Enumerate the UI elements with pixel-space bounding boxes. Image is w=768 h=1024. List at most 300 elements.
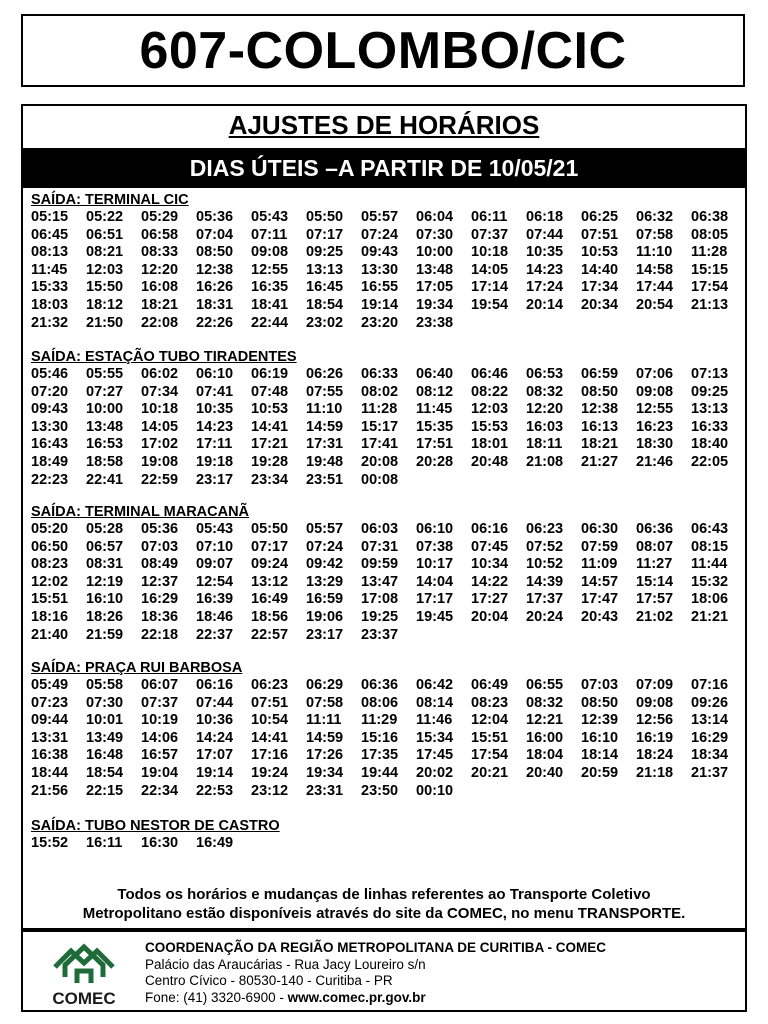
- departure-time: 16:08: [141, 279, 179, 296]
- contact-box: [21, 930, 747, 1012]
- departure-time: 10:35: [196, 401, 234, 418]
- departure-time: 14:06: [141, 729, 179, 746]
- departure-time: 11:44: [691, 556, 728, 573]
- departure-time: 08:06: [361, 694, 399, 711]
- section-tubo-nestor-de-castro: [31, 818, 743, 853]
- departure-time: 20:54: [636, 296, 674, 313]
- departure-time: 10:35: [526, 244, 564, 261]
- departure-time: 15:17: [361, 418, 399, 435]
- departure-time: 06:50: [31, 538, 69, 555]
- departure-time: 17:07: [196, 747, 234, 764]
- departure-time: 18:44: [31, 764, 69, 781]
- departure-time: 09:59: [361, 556, 399, 573]
- schedule-subtitle: AJUSTES DE HORÁRIOS: [228, 110, 540, 140]
- departure-time: 05:43: [251, 209, 289, 225]
- section-title: SAÍDA: TERMINAL MARACANÃ: [31, 504, 250, 520]
- departure-time: 08:05: [691, 226, 729, 243]
- departure-time: 06:36: [361, 677, 399, 693]
- departure-time: 15:14: [636, 573, 674, 590]
- departure-time: 12:21: [526, 712, 564, 729]
- departure-time: 23:51: [306, 471, 344, 488]
- departure-time: 11:46: [416, 712, 453, 729]
- departure-time: 16:10: [86, 591, 124, 608]
- departure-time: 18:26: [86, 608, 124, 625]
- departure-time: 10:01: [86, 712, 124, 729]
- departure-time: 10:54: [251, 712, 289, 729]
- departure-time: 16:48: [86, 747, 124, 764]
- times-grid: [31, 677, 743, 800]
- departure-time: 05:46: [31, 366, 69, 382]
- section-tubo-tiradentes: [31, 349, 743, 489]
- departure-time: 08:22: [471, 383, 509, 400]
- departure-time: 12:19: [86, 573, 124, 590]
- departure-time: 20:40: [526, 764, 564, 781]
- departure-time: 05:50: [251, 521, 289, 537]
- departure-time: 19:28: [251, 453, 289, 470]
- departure-time: 08:50: [581, 383, 619, 400]
- departure-time: 06:02: [141, 366, 179, 382]
- departure-time: 18:21: [141, 296, 179, 313]
- departure-time: 19:06: [306, 608, 344, 625]
- departure-time: 09:42: [306, 556, 344, 573]
- departure-time: 18:31: [196, 296, 234, 313]
- page-title: 607-COLOMBO/CIC: [139, 21, 627, 80]
- departure-time: 21:32: [31, 314, 69, 331]
- departure-time: 17:05: [416, 279, 454, 296]
- departure-time: 20:24: [526, 608, 564, 625]
- departure-time: 08:02: [361, 383, 399, 400]
- departure-time: 06:32: [636, 209, 674, 225]
- times-grid: [31, 521, 743, 644]
- departure-time: 08:49: [141, 556, 179, 573]
- departure-time: 06:38: [691, 209, 729, 225]
- departure-time: 23:34: [251, 471, 289, 488]
- departure-time: 06:55: [526, 677, 564, 693]
- departure-time: 16:43: [31, 436, 69, 453]
- departure-time: 18:11: [526, 436, 563, 453]
- section-praca-rui-barbosa: [31, 660, 743, 800]
- times-grid: [31, 209, 743, 332]
- departure-time: 00:08: [361, 471, 399, 488]
- departure-time: 09:25: [306, 244, 344, 261]
- departure-time: 16:49: [196, 835, 234, 851]
- departure-time: 06:23: [526, 521, 564, 537]
- departure-time: 14:23: [196, 418, 234, 435]
- section-terminal-cic: [31, 192, 743, 332]
- departure-time: 06:03: [361, 521, 399, 537]
- departure-time: 18:49: [31, 453, 69, 470]
- departure-time: 06:18: [526, 209, 564, 225]
- departure-time: 12:03: [86, 261, 124, 278]
- departure-time: 07:37: [141, 694, 179, 711]
- departure-time: 22:59: [141, 471, 179, 488]
- departure-time: 07:09: [636, 677, 674, 693]
- departure-time: 07:55: [306, 383, 344, 400]
- contact-info: [145, 940, 606, 1006]
- departure-time: 09:08: [636, 383, 674, 400]
- departure-time: 12:02: [31, 573, 69, 590]
- departure-time: 07:52: [526, 538, 564, 555]
- departure-time: 17:51: [416, 436, 454, 453]
- departure-time: 13:48: [86, 418, 124, 435]
- departure-time: 15:51: [31, 591, 69, 608]
- departure-time: 18:06: [691, 591, 729, 608]
- departure-time: 10:00: [86, 401, 124, 418]
- departure-time: 06:23: [251, 677, 289, 693]
- departure-time: 19:48: [306, 453, 344, 470]
- departure-time: 17:57: [636, 591, 674, 608]
- departure-time: 23:17: [196, 471, 234, 488]
- departure-time: 17:02: [141, 436, 179, 453]
- departure-time: 07:27: [86, 383, 124, 400]
- departure-time: 08:23: [471, 694, 509, 711]
- departure-time: 14:57: [581, 573, 619, 590]
- departure-time: 22:15: [86, 782, 124, 799]
- departure-time: 18:24: [636, 747, 674, 764]
- departure-time: 21:37: [691, 764, 729, 781]
- departure-time: 07:34: [141, 383, 179, 400]
- departure-time: 23:38: [416, 314, 454, 331]
- departure-time: 17:35: [361, 747, 399, 764]
- departure-time: 18:46: [196, 608, 234, 625]
- departure-time: 17:16: [251, 747, 289, 764]
- departure-time: 17:17: [416, 591, 454, 608]
- departure-time: 14:22: [471, 573, 509, 590]
- departure-time: 16:55: [361, 279, 399, 296]
- departure-time: 20:34: [581, 296, 619, 313]
- departure-time: 05:29: [141, 209, 179, 225]
- departure-time: 12:56: [636, 712, 674, 729]
- departure-time: 12:04: [471, 712, 509, 729]
- departure-time: 08:21: [86, 244, 124, 261]
- departure-time: 18:12: [86, 296, 124, 313]
- departure-time: 13:13: [306, 261, 344, 278]
- departure-time: 12:39: [581, 712, 619, 729]
- departure-time: 20:14: [526, 296, 564, 313]
- section-title: SAÍDA: PRAÇA RUI BARBOSA: [31, 660, 243, 676]
- departure-time: 09:26: [691, 694, 729, 711]
- departure-time: 22:41: [86, 471, 124, 488]
- departure-time: 13:12: [251, 573, 289, 590]
- departure-time: 07:24: [306, 538, 344, 555]
- departure-time: 07:04: [196, 226, 234, 243]
- departure-time: 18:04: [526, 747, 564, 764]
- departure-time: 00:10: [416, 782, 454, 799]
- departure-time: 07:51: [251, 694, 289, 711]
- departure-time: 12:38: [581, 401, 619, 418]
- departure-time: 18:16: [31, 608, 69, 625]
- departure-time: 13:49: [86, 729, 124, 746]
- departure-time: 22:57: [251, 626, 289, 643]
- departure-time: 16:30: [141, 835, 179, 851]
- departure-time: 06:19: [251, 366, 289, 382]
- departure-time: 06:43: [691, 521, 729, 537]
- departure-time: 19:04: [141, 764, 179, 781]
- departure-time: 19:34: [416, 296, 454, 313]
- departure-time: 13:47: [361, 573, 399, 590]
- departure-time: 16:38: [31, 747, 69, 764]
- departure-time: 06:57: [86, 538, 124, 555]
- departure-time: 06:33: [361, 366, 399, 382]
- departure-time: 10:53: [581, 244, 619, 261]
- departure-time: 17:08: [361, 591, 399, 608]
- departure-time: 23:12: [251, 782, 289, 799]
- departure-time: 12:38: [196, 261, 234, 278]
- departure-time: 07:11: [251, 226, 288, 243]
- departure-time: 14:58: [636, 261, 674, 278]
- departure-time: 16:29: [691, 729, 729, 746]
- departure-time: 07:03: [141, 538, 179, 555]
- departure-time: 14:24: [196, 729, 234, 746]
- departure-time: 06:10: [196, 366, 234, 382]
- departure-time: 17:24: [526, 279, 564, 296]
- departure-time: 07:17: [306, 226, 344, 243]
- departure-time: 09:08: [636, 694, 674, 711]
- departure-time: 06:26: [306, 366, 344, 382]
- departure-time: 17:47: [581, 591, 619, 608]
- departure-time: 13:14: [691, 712, 729, 729]
- departure-time: 08:15: [691, 538, 729, 555]
- departure-time: 22:18: [141, 626, 179, 643]
- departure-time: 17:11: [196, 436, 233, 453]
- departure-time: 16:23: [636, 418, 674, 435]
- section-title: SAÍDA: TERMINAL CIC: [31, 192, 189, 208]
- departure-time: 07:37: [471, 226, 509, 243]
- contact-address2: Centro Cívico - 80530-140 - Curitiba - PR: [145, 973, 393, 988]
- departure-time: 20:21: [471, 764, 509, 781]
- departure-time: 14:05: [141, 418, 179, 435]
- departure-time: 17:44: [636, 279, 674, 296]
- departure-time: 07:59: [581, 538, 619, 555]
- departure-time: 18:41: [251, 296, 289, 313]
- departure-time: 22:34: [141, 782, 179, 799]
- departure-time: 06:51: [86, 226, 124, 243]
- departure-time: 19:34: [306, 764, 344, 781]
- departure-time: 22:05: [691, 453, 729, 470]
- departure-time: 05:55: [86, 366, 124, 382]
- departure-time: 08:32: [526, 383, 564, 400]
- departure-time: 21:27: [581, 453, 619, 470]
- departure-time: 07:44: [526, 226, 564, 243]
- departure-time: 16:59: [306, 591, 344, 608]
- departure-time: 15:33: [31, 279, 69, 296]
- departure-time: 06:16: [196, 677, 234, 693]
- departure-time: 16:19: [636, 729, 674, 746]
- departure-time: 07:44: [196, 694, 234, 711]
- departure-time: 17:54: [471, 747, 509, 764]
- departure-time: 05:15: [31, 209, 69, 225]
- departure-time: 12:37: [141, 573, 179, 590]
- departure-time: 17:54: [691, 279, 729, 296]
- departure-time: 13:13: [691, 401, 729, 418]
- departure-time: 12:03: [471, 401, 509, 418]
- departure-time: 19:25: [361, 608, 399, 625]
- departure-time: 11:28: [691, 244, 728, 261]
- departure-time: 22:26: [196, 314, 234, 331]
- departure-time: 06:53: [526, 366, 564, 382]
- departure-time: 20:08: [361, 453, 399, 470]
- departure-time: 14:41: [251, 729, 289, 746]
- departure-time: 06:46: [471, 366, 509, 382]
- departure-time: 06:42: [416, 677, 454, 693]
- departure-time: 07:06: [636, 366, 674, 382]
- departure-time: 08:33: [141, 244, 179, 261]
- departure-time: 06:40: [416, 366, 454, 382]
- departure-time: 10:18: [141, 401, 179, 418]
- departure-time: 06:36: [636, 521, 674, 537]
- departure-time: 21:56: [31, 782, 69, 799]
- departure-time: 11:29: [361, 712, 398, 729]
- departure-time: 11:27: [636, 556, 673, 573]
- times-grid: [31, 835, 743, 853]
- comec-logo-icon: [47, 937, 121, 989]
- departure-time: 16:39: [196, 591, 234, 608]
- departure-time: 17:37: [526, 591, 564, 608]
- footer-note-line2: Metropolitano estão disponíveis através do site da COMEC, no menu TRANSPORTE.: [82, 905, 686, 922]
- departure-time: 19:14: [361, 296, 399, 313]
- departure-time: 16:29: [141, 591, 179, 608]
- departure-time: 19:18: [196, 453, 234, 470]
- departure-time: 13:29: [306, 573, 344, 590]
- departure-time: 16:49: [251, 591, 289, 608]
- departure-time: 14:04: [416, 573, 454, 590]
- departure-time: 11:10: [636, 244, 673, 261]
- departure-time: 11:45: [31, 261, 68, 278]
- departure-time: 07:58: [636, 226, 674, 243]
- departure-time: 15:32: [691, 573, 729, 590]
- departure-time: 07:51: [581, 226, 619, 243]
- departure-time: 16:13: [581, 418, 619, 435]
- section-title: SAÍDA: ESTAÇÃO TUBO TIRADENTES: [31, 349, 297, 365]
- departure-time: 08:23: [31, 556, 69, 573]
- departure-time: 14:59: [306, 418, 344, 435]
- departure-time: 14:59: [306, 729, 344, 746]
- comec-logo-text: COMEC: [52, 989, 116, 1008]
- departure-time: 17:21: [251, 436, 289, 453]
- departure-time: 16:26: [196, 279, 234, 296]
- departure-time: 21:40: [31, 626, 69, 643]
- departure-time: 20:28: [416, 453, 454, 470]
- departure-time: 05:43: [196, 521, 234, 537]
- departure-time: 23:50: [361, 782, 399, 799]
- departure-time: 23:02: [306, 314, 344, 331]
- departure-time: 18:36: [141, 608, 179, 625]
- departure-time: 08:32: [526, 694, 564, 711]
- departure-time: 20:04: [471, 608, 509, 625]
- departure-time: 16:10: [581, 729, 619, 746]
- departure-time: 15:52: [31, 835, 69, 851]
- departure-time: 08:14: [416, 694, 454, 711]
- departure-time: 20:59: [581, 764, 619, 781]
- contact-website[interactable]: www.comec.pr.gov.br: [287, 989, 426, 1005]
- departure-time: 11:10: [306, 401, 343, 418]
- departure-time: 19:44: [361, 764, 399, 781]
- departure-time: 22:37: [196, 626, 234, 643]
- departure-time: 10:53: [251, 401, 289, 418]
- departure-time: 22:44: [251, 314, 289, 331]
- departure-time: 05:22: [86, 209, 124, 225]
- departure-time: 07:16: [691, 677, 729, 693]
- departure-time: 12:20: [141, 261, 179, 278]
- departure-time: 05:50: [306, 209, 344, 225]
- departure-time: 17:27: [471, 591, 509, 608]
- departure-time: 18:14: [581, 747, 619, 764]
- departure-time: 15:50: [86, 279, 124, 296]
- schedule-box: [21, 104, 747, 930]
- departure-time: 14:41: [251, 418, 289, 435]
- title-box: [21, 14, 745, 87]
- departure-time: 21:08: [526, 453, 564, 470]
- departure-time: 07:10: [196, 538, 234, 555]
- departure-time: 06:30: [581, 521, 619, 537]
- departure-time: 07:41: [196, 383, 234, 400]
- departure-time: 13:31: [31, 729, 69, 746]
- departure-time: 11:09: [581, 556, 618, 573]
- departure-time: 07:17: [251, 538, 289, 555]
- departure-time: 17:14: [471, 279, 509, 296]
- departure-time: 05:36: [196, 209, 234, 225]
- departure-time: 17:41: [361, 436, 399, 453]
- departure-time: 10:19: [141, 712, 179, 729]
- departure-time: 21:02: [636, 608, 674, 625]
- departure-time: 06:11: [471, 209, 508, 225]
- departure-time: 18:54: [86, 764, 124, 781]
- departure-time: 07:30: [86, 694, 124, 711]
- departure-time: 13:48: [416, 261, 454, 278]
- departure-time: 06:10: [416, 521, 454, 537]
- departure-time: 08:07: [636, 538, 674, 555]
- times-grid: [31, 366, 743, 489]
- departure-time: 07:20: [31, 383, 69, 400]
- departure-time: 15:16: [361, 729, 399, 746]
- departure-time: 06:59: [581, 366, 619, 382]
- departure-time: 23:31: [306, 782, 344, 799]
- departure-time: 06:16: [471, 521, 509, 537]
- departure-time: 05:58: [86, 677, 124, 693]
- departure-time: 05:49: [31, 677, 69, 693]
- departure-time: 12:55: [636, 401, 674, 418]
- contact-address1: Palácio das Araucárias - Rua Jacy Loureiro s/n: [145, 956, 426, 972]
- departure-time: 06:58: [141, 226, 179, 243]
- departure-time: 05:36: [141, 521, 179, 537]
- departure-time: 08:13: [31, 244, 69, 261]
- departure-time: 16:57: [141, 747, 179, 764]
- departure-time: 11:28: [361, 401, 398, 418]
- departure-time: 16:45: [306, 279, 344, 296]
- footer-note: [23, 885, 745, 923]
- departure-time: 17:45: [416, 747, 454, 764]
- departure-time: 08:50: [581, 694, 619, 711]
- departure-time: 09:44: [31, 712, 69, 729]
- departure-time: 18:21: [581, 436, 619, 453]
- departure-time: 10:34: [471, 556, 509, 573]
- departure-time: 08:50: [196, 244, 234, 261]
- departure-time: 12:20: [526, 401, 564, 418]
- footer-note-line1: Todos os horários e mudanças de linhas referentes ao Transporte Coletivo: [117, 886, 651, 903]
- departure-time: 06:29: [306, 677, 344, 693]
- departure-time: 15:15: [691, 261, 729, 278]
- departure-time: 14:39: [526, 573, 564, 590]
- departure-time: 08:31: [86, 556, 124, 573]
- departure-time: 07:30: [416, 226, 454, 243]
- departure-time: 16:35: [251, 279, 289, 296]
- departure-time: 23:17: [306, 626, 344, 643]
- departure-time: 09:25: [691, 383, 729, 400]
- departure-time: 23:20: [361, 314, 399, 331]
- departure-time: 07:58: [306, 694, 344, 711]
- departure-time: 05:57: [361, 209, 399, 225]
- departure-time: 17:34: [581, 279, 619, 296]
